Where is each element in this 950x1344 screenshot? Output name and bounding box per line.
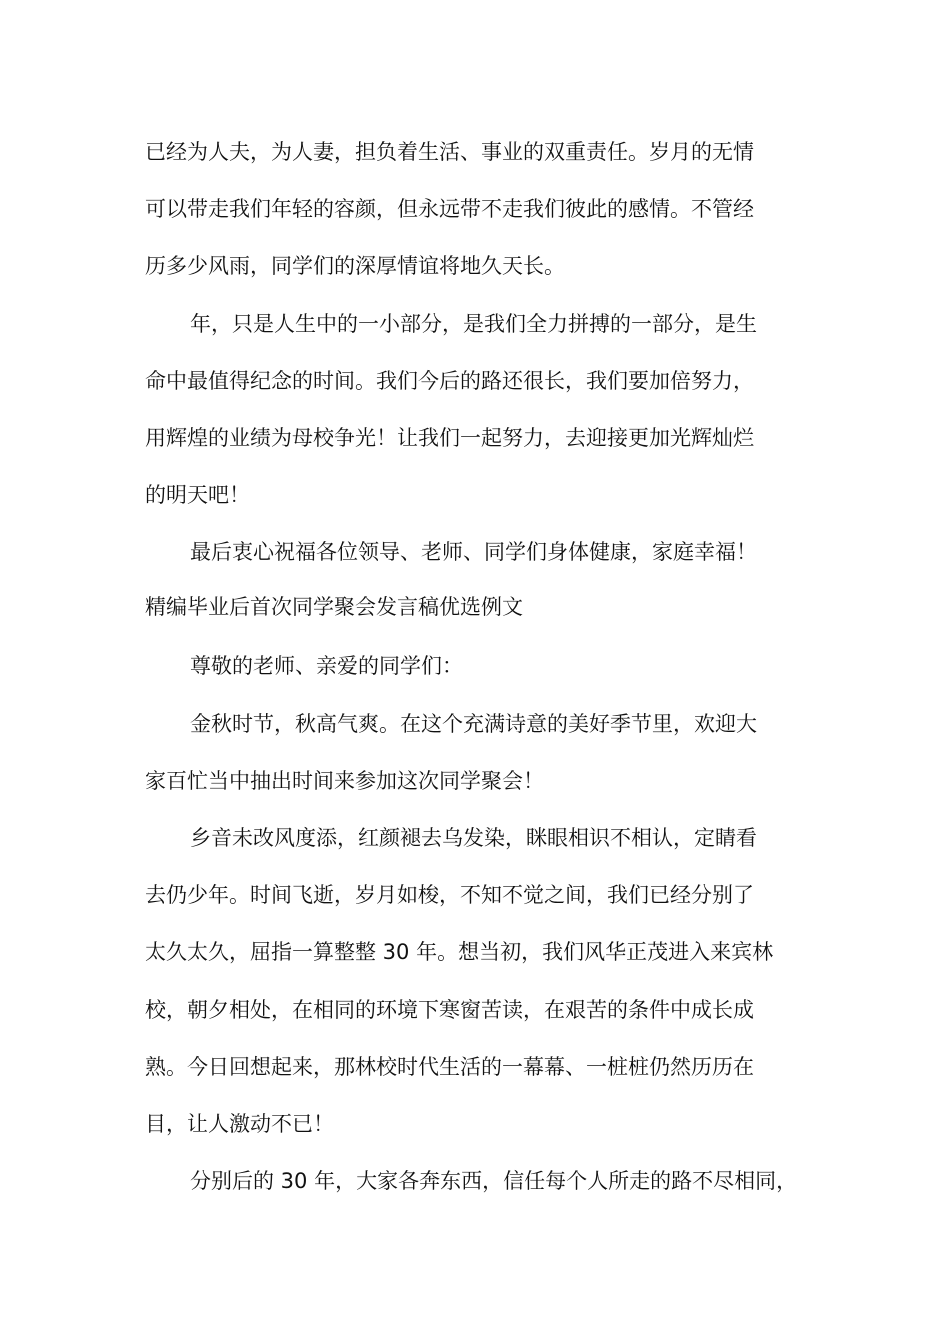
text-line: 命中最值得纪念的时间。我们今后的路还很长，我们要加倍努力，	[145, 369, 754, 393]
text-line: 年，只是人生中的一小部分，是我们全力拼搏的一部分，是生	[190, 312, 757, 336]
text-line: 金秋时节，秋高气爽。在这个充满诗意的美好季节里，欢迎大	[190, 712, 757, 736]
text-line: 可以带走我们年轻的容颜，但永远带不走我们彼此的感情。不管经	[145, 197, 754, 221]
text-line: 去仍少年。时间飞逝，岁月如梭，不知不觉之间，我们已经分别了	[145, 883, 754, 907]
text-line: 家百忙当中抽出时间来参加这次同学聚会！	[145, 769, 544, 793]
text-line: 的明天吧！	[145, 483, 250, 507]
text-line: 目，让人激动不已！	[145, 1112, 334, 1136]
salutation: 尊敬的老师、亲爱的同学们：	[190, 654, 463, 678]
text-line: 用辉煌的业绩为母校争光！让我们一起努力，去迎接更加光辉灿烂	[145, 426, 754, 450]
text-line: 校，朝夕相处，在相同的环境下寒窗苦读，在艰苦的条件中成长成	[145, 998, 754, 1022]
text-line: 乡音未改风度添，红颜褪去乌发染，眯眼相识不相认，定睛看	[190, 826, 757, 850]
text-line: 已经为人夫，为人妻，担负着生活、事业的双重责任。岁月的无情	[145, 140, 754, 164]
text-line: 最后衷心祝福各位领导、老师、同学们身体健康，家庭幸福！	[190, 540, 757, 564]
text-line: 分别后的 30 年，大家各奔东西，信任每个人所走的路不尽相同，	[190, 1169, 798, 1193]
text-line: 太久太久，屈指一算整整 30 年。想当初，我们风华正茂进入来宾林	[145, 940, 774, 964]
section-title: 精编毕业后首次同学聚会发言稿优选例文	[145, 595, 523, 619]
text-line: 历多少风雨，同学们的深厚情谊将地久天长。	[145, 254, 565, 278]
text-line: 熟。今日回想起来，那林校时代生活的一幕幕、一桩桩仍然历历在	[145, 1055, 754, 1079]
